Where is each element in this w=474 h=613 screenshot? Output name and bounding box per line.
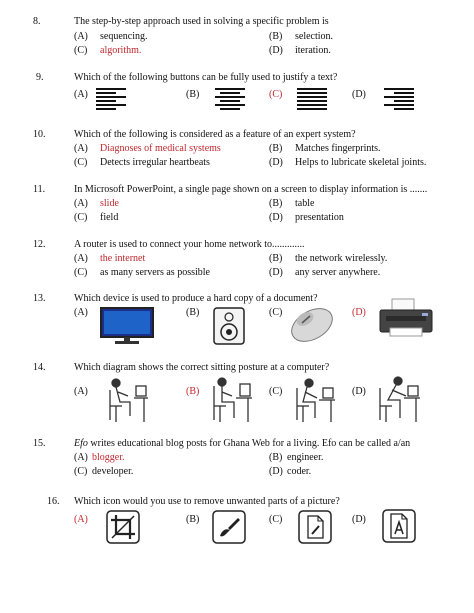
- option-text[interactable]: presentation: [295, 212, 344, 223]
- posture-d-icon[interactable]: [374, 374, 420, 428]
- option-label: (C): [74, 157, 88, 168]
- option-label: (C): [74, 212, 88, 223]
- question-number: 11.: [33, 184, 46, 195]
- option-label: (A): [74, 307, 88, 318]
- option-text[interactable]: field: [100, 212, 119, 223]
- option-text[interactable]: any server anywhere.: [295, 267, 381, 278]
- option-label: (C): [74, 45, 88, 56]
- option-text[interactable]: developer.: [92, 466, 134, 477]
- question-text: In Microsoft PowerPoint, a single page shown on a screen to display information is .......: [74, 184, 428, 195]
- printer-icon[interactable]: [378, 298, 434, 340]
- option-text[interactable]: the network wirelessly.: [295, 253, 388, 264]
- option-label: (A): [74, 143, 88, 154]
- speaker-icon[interactable]: [213, 307, 245, 345]
- question-number: 8.: [33, 16, 41, 27]
- align-left-icon[interactable]: [96, 88, 126, 112]
- question-text: [74, 438, 410, 450]
- posture-a-icon[interactable]: [104, 376, 150, 428]
- option-label: (B): [269, 198, 283, 209]
- paint-brush-icon[interactable]: [212, 510, 246, 544]
- posture-c-icon[interactable]: [289, 376, 335, 428]
- question-number: 12.: [33, 239, 46, 250]
- question-text: Which icon would you use to remove unwanted parts of a picture?: [74, 496, 340, 507]
- question-text: Which diagram shows the correct sitting posture at a computer?: [74, 362, 330, 373]
- option-label: (A): [74, 386, 88, 397]
- option-label: (D): [352, 386, 366, 397]
- option-label: (A): [74, 452, 88, 463]
- option-label: (A): [74, 31, 88, 42]
- crop-icon[interactable]: [106, 510, 140, 544]
- question-number: 15.: [33, 438, 46, 449]
- option-label: (B): [186, 514, 200, 525]
- option-text[interactable]: selection.: [295, 31, 334, 42]
- option-text-answer[interactable]: slide: [100, 198, 119, 209]
- option-label: (B): [269, 452, 283, 463]
- mouse-icon[interactable]: [289, 305, 335, 345]
- option-label: (C): [74, 267, 88, 278]
- question-number: 9.: [36, 72, 44, 83]
- monitor-icon[interactable]: [100, 307, 154, 345]
- question-number: 14.: [33, 362, 46, 373]
- option-label: (A): [74, 198, 88, 209]
- option-label-answer: (C): [269, 89, 283, 100]
- question-text: Which device is used to produce a hard copy of a document?: [74, 293, 318, 304]
- option-text-answer[interactable]: blogger.: [92, 452, 125, 463]
- align-center-icon[interactable]: [215, 88, 245, 112]
- question-text-rest: writes educational blog posts for Ghana Web for a living. Efo can be called a/an: [87, 438, 411, 449]
- option-label: (B): [269, 31, 283, 42]
- align-justify-icon[interactable]: [297, 88, 327, 112]
- option-label: (C): [74, 466, 88, 477]
- question-number: 13.: [33, 293, 46, 304]
- option-label: (C): [269, 514, 283, 525]
- edit-document-icon[interactable]: [298, 510, 332, 544]
- option-label: (B): [269, 253, 283, 264]
- option-text[interactable]: Detects irregular heartbeats: [100, 157, 210, 168]
- option-label: (D): [352, 89, 366, 100]
- text-document-icon[interactable]: [382, 509, 416, 543]
- option-text-answer[interactable]: algorithm.: [100, 45, 142, 56]
- option-text-answer[interactable]: the internet: [100, 253, 146, 264]
- question-text: Which of the following buttons can be fully used to justify a text?: [74, 72, 338, 83]
- option-label: (D): [269, 212, 283, 223]
- option-text-answer[interactable]: Diagnoses of medical systems: [100, 143, 221, 154]
- option-label: (D): [352, 514, 366, 525]
- option-label: (B): [186, 307, 200, 318]
- option-label: (A): [74, 89, 88, 100]
- option-label-answer: (A): [74, 514, 88, 525]
- option-label: (A): [74, 253, 88, 264]
- option-label: (D): [269, 157, 283, 168]
- option-text[interactable]: Helps to lubricate skeletal joints.: [295, 157, 427, 168]
- question-number: 10.: [33, 129, 46, 140]
- option-label: (B): [269, 143, 283, 154]
- option-text[interactable]: as many servers as possible: [100, 267, 210, 278]
- option-text[interactable]: coder.: [287, 466, 312, 477]
- option-label: (D): [269, 267, 283, 278]
- option-text[interactable]: engineer.: [287, 452, 324, 463]
- question-text: The step-by-step approach used in solving a specific problem is: [74, 16, 329, 27]
- question-text-italic: Efo: [74, 438, 88, 449]
- question-text: A router is used to connect your home network to.............: [74, 239, 305, 250]
- option-text[interactable]: sequencing.: [100, 31, 148, 42]
- option-label: (D): [269, 466, 283, 477]
- posture-b-icon[interactable]: [206, 376, 252, 428]
- align-right-icon[interactable]: [384, 88, 414, 112]
- option-label: (D): [269, 45, 283, 56]
- question-text: Which of the following is considered as a feature of an expert system?: [74, 129, 356, 140]
- option-label: (C): [269, 307, 283, 318]
- option-text[interactable]: table: [295, 198, 315, 209]
- option-text[interactable]: iteration.: [295, 45, 331, 56]
- option-text[interactable]: Matches fingerprints.: [295, 143, 381, 154]
- option-label-answer: (D): [352, 307, 366, 318]
- option-label: (B): [186, 89, 200, 100]
- option-label: (C): [269, 386, 283, 397]
- question-number: 16.: [47, 496, 60, 507]
- option-label-answer: (B): [186, 386, 200, 397]
